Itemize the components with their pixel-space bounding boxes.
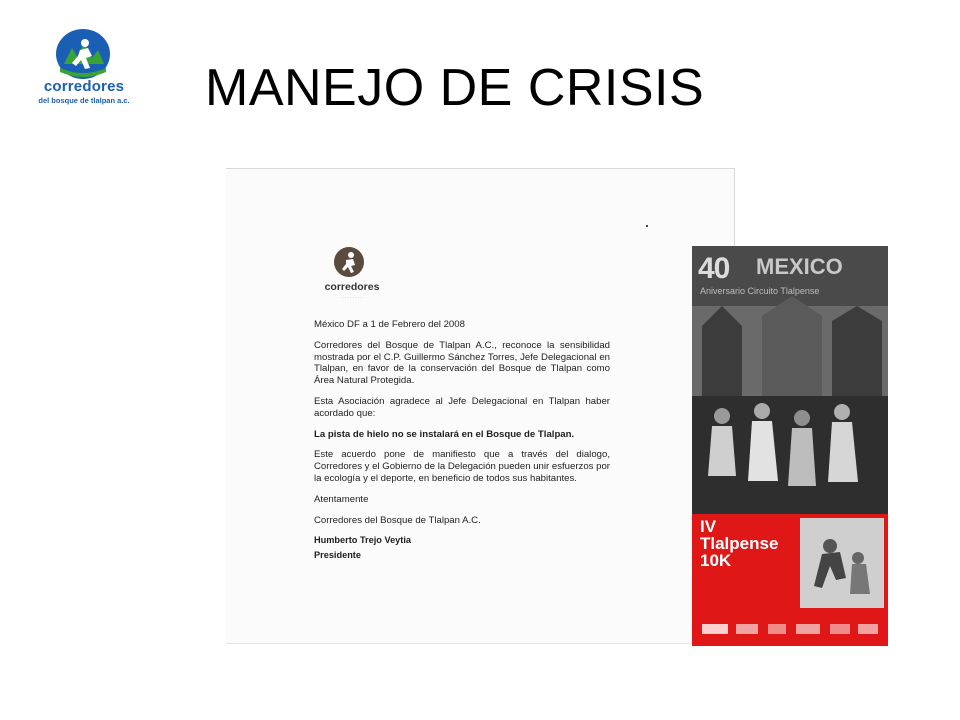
letter-logo-tagline: · · · · · · · · <box>341 295 363 300</box>
runner-photo-illustration <box>800 518 884 608</box>
letter-image <box>226 168 735 644</box>
letter-paragraph-3: Este acuerdo pone de manifiesto que a través del dialogo, Corredores y el Gobierno de la Delegación pueden unir esfuerzos por la ecología y el deporte, en beneficio de todos sus habitantes. <box>314 449 610 484</box>
letter-logo <box>318 247 398 303</box>
poster-event-title: MEXICO <box>756 254 843 279</box>
event-poster-image <box>692 246 888 646</box>
letter-paragraph-1: Corredores del Bosque de Tlalpan A.C., reconoce la sensibilidad mostrada por el C.P. Guillermo Sánchez Torres, Jefe Delegacional en Tlalpan, en favor de la conservación del Bosque de Tlalpan como Área Natural Protegida. <box>314 339 610 387</box>
letter-highlight: La pista de hielo no se instalará en el Bosque de Tlalpan. <box>314 428 575 440</box>
poster-inset-photo <box>800 518 884 608</box>
letter-paragraph-2: Esta Asociación agradece al Jefe Delegacional en Tlalpan haber acordado que: <box>314 395 610 419</box>
poster-subtitle: Aniversario Circuito Tlalpense <box>700 286 820 296</box>
letter-organization: Corredores del Bosque de Tlalpan A.C. <box>314 514 481 526</box>
poster-race-title <box>700 518 778 569</box>
poster-race-line-1: IV <box>700 517 717 536</box>
letter-logo-emblem-icon <box>334 247 364 277</box>
letter-body <box>314 319 610 561</box>
letter-signer: Humberto Trejo Veytia <box>314 535 412 546</box>
poster-anniversary-number: 40 <box>698 252 730 285</box>
organization-logo <box>26 24 142 108</box>
logo-brand-text: corredores <box>43 78 125 95</box>
poster-race-line-3: 10K <box>700 551 732 570</box>
logo-subtitle-text: del bosque de tlalpan a.c. <box>38 96 130 105</box>
scan-speck <box>646 225 648 227</box>
letter-date: México DF a 1 de Febrero del 2008 <box>314 319 465 330</box>
poster-race-line-2: Tlalpense <box>700 534 779 553</box>
slide-title: MANEJO DE CRISIS <box>205 59 705 117</box>
letter-logo-text: corredores <box>324 281 380 293</box>
poster-sponsor-logos <box>698 620 882 638</box>
runner-icon <box>334 247 364 277</box>
runner-tree-emblem-icon <box>54 28 112 80</box>
letter-signer-role: Presidente <box>314 550 361 561</box>
letter-closing: Atentamente <box>314 493 369 505</box>
